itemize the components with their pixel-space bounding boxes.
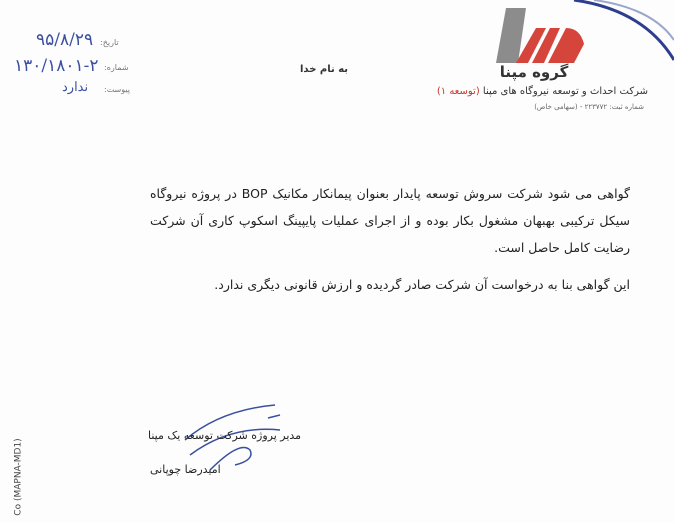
body-paragraph-2: این گواهی بنا به درخواست آن شرکت صادر گردیده و ارزش قانونی دیگری ندارد. (214, 277, 630, 292)
body-paragraph-1: گواهی می شود شرکت سروش توسعه پایدار بعنوان پیمانکار مکانیک BOP در پروژه نیروگاه سیکل ترکیبی بهبهان مشغول بکار بوده و از اجرای عملیات پایپینگ اسکوپ کاری آن شرکت رضایت کامل حاصل است. (150, 186, 631, 255)
company-name-suffix: (توسعه ۱) (436, 86, 480, 97)
company-name-prefix: شرکت احداث و توسعه نیروگاه های مپنا (482, 86, 648, 97)
date-label: تاریخ: (100, 38, 119, 47)
basmala-heading: به نام خدا (300, 64, 349, 75)
signatory-title: مدیر پروژه شرکت توسعه یک مپنا (148, 429, 302, 442)
letter-body (150, 180, 630, 308)
number-label: شماره: (104, 63, 129, 72)
signatory-name: امیدرضا چوپانی (150, 463, 221, 476)
registration-number: شماره ثبت: ۲۲۳۷۷۲ - (سهامی خاص) (534, 103, 644, 111)
form-code: Co (MAPNA-MD1) (13, 438, 24, 516)
brand-name: گروه مپنا (499, 63, 569, 81)
company-name (437, 86, 648, 97)
attachment-value: ندارد (62, 80, 89, 95)
attachment-label: پیوست: (104, 85, 131, 94)
date-value: ۹۵/۸/۲۹ (36, 30, 94, 50)
number-value: ۱۳۰/۱۸۰۱-۲ (14, 56, 99, 76)
